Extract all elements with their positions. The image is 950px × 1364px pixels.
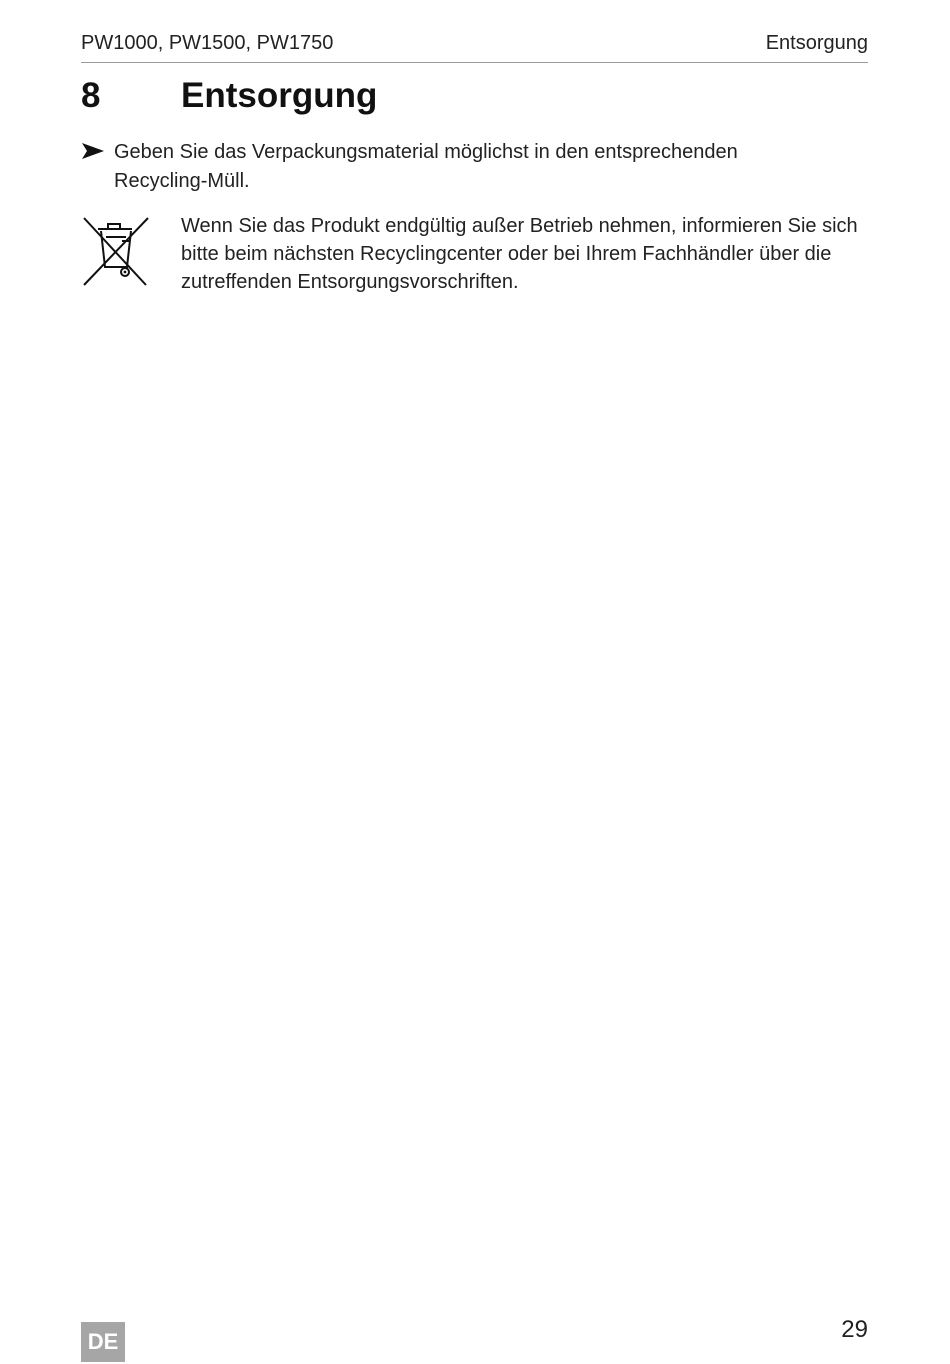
- section-number: 8: [81, 76, 101, 115]
- instruction-text: Geben Sie das Verpackungsmaterial möglichst in den entsprechenden Recycling-Müll.: [114, 141, 738, 192]
- section-heading: [81, 76, 868, 122]
- language-badge: DE: [81, 1322, 125, 1362]
- section-title: Entsorgung: [181, 76, 378, 115]
- disposal-text: Wenn Sie das Produkt endgültig außer Betrieb nehmen, informieren Sie sich bitte beim nächsten Recyclingcenter oder bei Ihrem Fachhändler über die zutreffenden Entsorgungsvorschriften.: [181, 215, 858, 293]
- header-section: Entsorgung: [765, 32, 868, 54]
- arrow-right-icon: [81, 142, 105, 160]
- page-header: [81, 30, 868, 63]
- page-number: 29: [841, 1316, 868, 1343]
- header-models: PW1000, PW1500, PW1750: [81, 32, 334, 54]
- crossed-out-wheelie-bin-icon: [81, 215, 151, 287]
